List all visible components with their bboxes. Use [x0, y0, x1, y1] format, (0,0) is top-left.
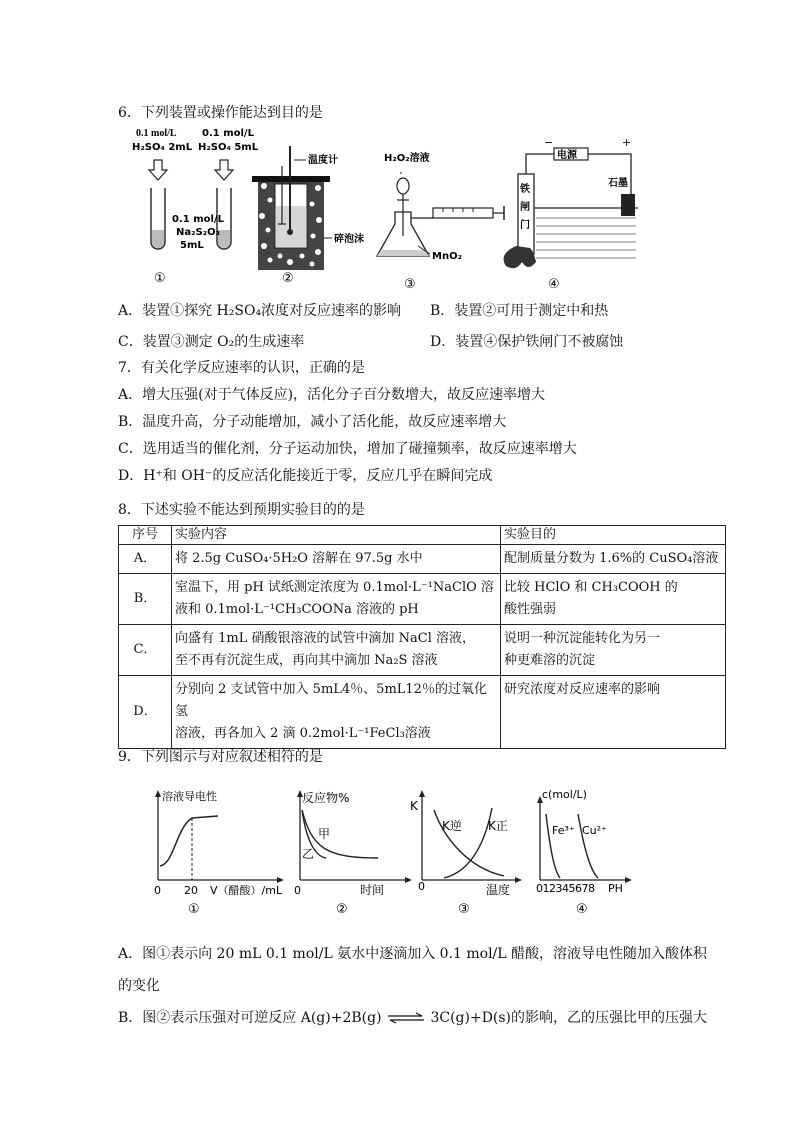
graph-4	[536, 788, 632, 917]
table-row	[119, 625, 726, 676]
content-line: 至不再有沉淀生成，再向其中滴加 Na₂S 溶液	[175, 653, 438, 668]
a4-iron-char-1: 铁	[520, 184, 530, 195]
a1-tube2-reagent: H₂SO₄ 5mL	[198, 142, 259, 153]
g3-x0: 0	[418, 880, 425, 893]
q9-option-a-line2: 的变化	[118, 978, 160, 994]
q8-title: 8．下述实验不能达到预期实验目的的是	[118, 502, 365, 518]
apparatus-2	[252, 146, 364, 286]
g3-ylabel: K	[410, 799, 418, 813]
goal-line: 种更难溶的沉淀	[504, 653, 596, 668]
content-line: 将 2.5g CuSO₄·5H₂O 溶解在 97.5g 水中	[175, 551, 423, 566]
q9-option-b-pre: B．图②表示压强对可逆反应 A(g)+2B(g)	[118, 1010, 382, 1026]
row-id: B．	[119, 574, 172, 625]
a4-iron-char-3: 门	[520, 220, 530, 231]
table-row	[119, 545, 726, 574]
g2-xlabel: 时间	[360, 883, 385, 897]
g4-ylabel: c(mol/L)	[542, 788, 587, 801]
q9-title: 9．下列图示与对应叙述相符的是	[118, 749, 323, 765]
a4-graphite-label: 石墨	[608, 178, 628, 189]
g1-curve	[160, 816, 218, 866]
a4-power-label: 电源	[557, 150, 577, 161]
row-content	[172, 676, 501, 749]
row-id: A．	[119, 545, 172, 574]
a4-number: ④	[548, 277, 560, 292]
g1-xlabel: V（醋酸）/mL	[210, 884, 283, 897]
equilibrium-arrow-icon	[386, 1012, 426, 1024]
apparatus-4	[504, 136, 638, 292]
goal-line: 说明一种沉淀能转化为另一	[504, 631, 661, 646]
q7-option-a: A．增大压强(对于气体反应)，活化分子百分数增大，故反应速率增大	[118, 387, 546, 403]
row-goal	[501, 545, 726, 574]
minus-sign: −	[544, 136, 554, 149]
q7-option-b: B．温度升高，分子动能增加，减小了活化能，故反应速率增大	[118, 414, 507, 430]
q9-option-b-post: 3C(g)+D(s)的影响，乙的压强比甲的压强大	[430, 1010, 708, 1026]
q6-title: 6．下列装置或操作能达到目的是	[118, 105, 323, 121]
table-header-row	[119, 526, 726, 545]
row-id: C．	[119, 625, 172, 676]
row-content	[172, 625, 501, 676]
g1-number: ①	[188, 902, 200, 917]
q6-apparatus-figure	[118, 126, 638, 294]
row-goal	[501, 676, 726, 749]
rocks	[504, 246, 536, 268]
graph-3	[410, 790, 522, 917]
separatory-funnel	[397, 178, 409, 194]
plus-sign: +	[622, 136, 632, 149]
a1-mid-vol: 5mL	[180, 240, 204, 251]
table-row	[119, 676, 726, 749]
row-content	[172, 574, 501, 625]
apparatus-3	[377, 151, 504, 292]
g3-number: ③	[458, 902, 470, 917]
q6-option-c: C．装置③测定 O₂的生成速率	[118, 334, 305, 350]
row-goal	[501, 574, 726, 625]
q9-option-a-line1: A．图①表示向 20 mL 0.1 mol/L 氨水中逐滴加入 0.1 mol/L 醋酸，溶液导电性随加入酸体积	[118, 946, 708, 962]
apparatus-1	[132, 128, 259, 286]
row-id: D．	[119, 676, 172, 749]
q9-graphs-figure	[148, 788, 648, 918]
g2-ylabel: 反应物%	[302, 791, 350, 805]
a1-mid-reagent: Na₂S₂O₃	[176, 227, 220, 238]
a3-h2o2-label: H₂O₂溶液	[384, 153, 430, 164]
g4-label-fe: Fe³⁺	[552, 824, 575, 837]
g1-x20: 20	[184, 884, 198, 897]
g1-x0: 0	[154, 884, 161, 897]
q8-table	[118, 525, 726, 749]
a1-tube1-reagent: H₂SO₄ 2mL	[132, 142, 193, 153]
g3-label-kzheng: K正	[488, 819, 508, 833]
a2-number: ②	[282, 271, 294, 286]
graphite-electrode	[621, 194, 635, 216]
content-line: 溶液，再各加入 2 滴 0.2mol·L⁻¹FeCl₃溶液	[175, 726, 431, 741]
arrow-down-icon	[149, 160, 167, 180]
table-row	[119, 574, 726, 625]
g2-x0: 0	[294, 884, 301, 897]
g2-label-jia: 甲	[318, 827, 331, 841]
content-line: 向盛有 1mL 硝酸银溶液的试管中滴加 NaCl 溶液，	[175, 631, 475, 646]
content-line: 液和 0.1mol·L⁻¹CH₃COONa 溶液的 pH	[175, 602, 419, 617]
g2-label-yi: 乙	[302, 847, 315, 861]
a2-foam-label: 碎泡沫	[334, 234, 364, 245]
g4-label-cu: Cu²⁺	[582, 824, 607, 837]
g3-label-kni: K逆	[442, 819, 462, 833]
content-line: 室温下，用 pH 试纸测定浓度为 0.1mol·L⁻¹NaClO 溶	[175, 580, 494, 595]
row-goal	[501, 625, 726, 676]
g4-number: ④	[576, 902, 588, 917]
g1-ylabel: 溶液导电性	[162, 790, 217, 803]
q6-option-d: D．装置④保护铁闸门不被腐蚀	[430, 334, 624, 350]
a3-number: ③	[404, 277, 416, 292]
goal-line: 配制质量分数为 1.6%的 CuSO₄溶液	[504, 551, 719, 566]
graph-1	[154, 789, 284, 917]
q7-title: 7．有关化学反应速率的认识，正确的是	[118, 360, 365, 376]
g4-xlabel: PH	[608, 882, 623, 895]
q7-option-c: C．选用适当的催化剂，分子运动加快，增加了碰撞频率，故反应速率增大	[118, 441, 577, 457]
a1-number: ①	[154, 271, 166, 286]
header-goal: 实验目的	[501, 526, 726, 545]
row-content	[172, 545, 501, 574]
a2-thermometer-label: 温度计	[308, 155, 338, 166]
q9-option-b	[118, 1009, 707, 1027]
a1-tube1-conc: 0.1 mol/L	[136, 128, 177, 139]
header-id: 序号	[119, 526, 172, 545]
goal-line: 酸性强弱	[504, 602, 557, 617]
goal-line: 比较 HClO 和 CH₃COOH 的	[504, 580, 678, 595]
goal-line: 研究浓度对反应速率的影响	[504, 682, 661, 697]
solution-1	[152, 230, 164, 248]
graph-2	[294, 790, 412, 917]
q6-option-a: A．装置①探究 H₂SO₄浓度对反应速率的影响	[118, 303, 402, 319]
arrow-down-icon	[215, 160, 233, 180]
q7-option-d: D．H⁺和 OH⁻的反应活化能接近于零，反应几乎在瞬间完成	[118, 468, 493, 484]
a4-iron-char-2: 闸	[520, 202, 530, 213]
a1-mid-conc: 0.1 mol/L	[172, 214, 224, 225]
a1-tube2-conc: 0.1 mol/L	[202, 128, 254, 139]
g4-ticks: 012345678	[536, 882, 595, 895]
g2-number: ②	[336, 902, 348, 917]
g3-xlabel: 温度	[486, 883, 511, 897]
a3-mno2-label: MnO₂	[432, 251, 462, 262]
content-line: 分别向 2 支试管中加入 5mL4％、5mL12％的过氧化氢	[175, 682, 487, 719]
header-content: 实验内容	[172, 526, 501, 545]
q6-option-b: B．装置②可用于测定中和热	[430, 303, 609, 319]
